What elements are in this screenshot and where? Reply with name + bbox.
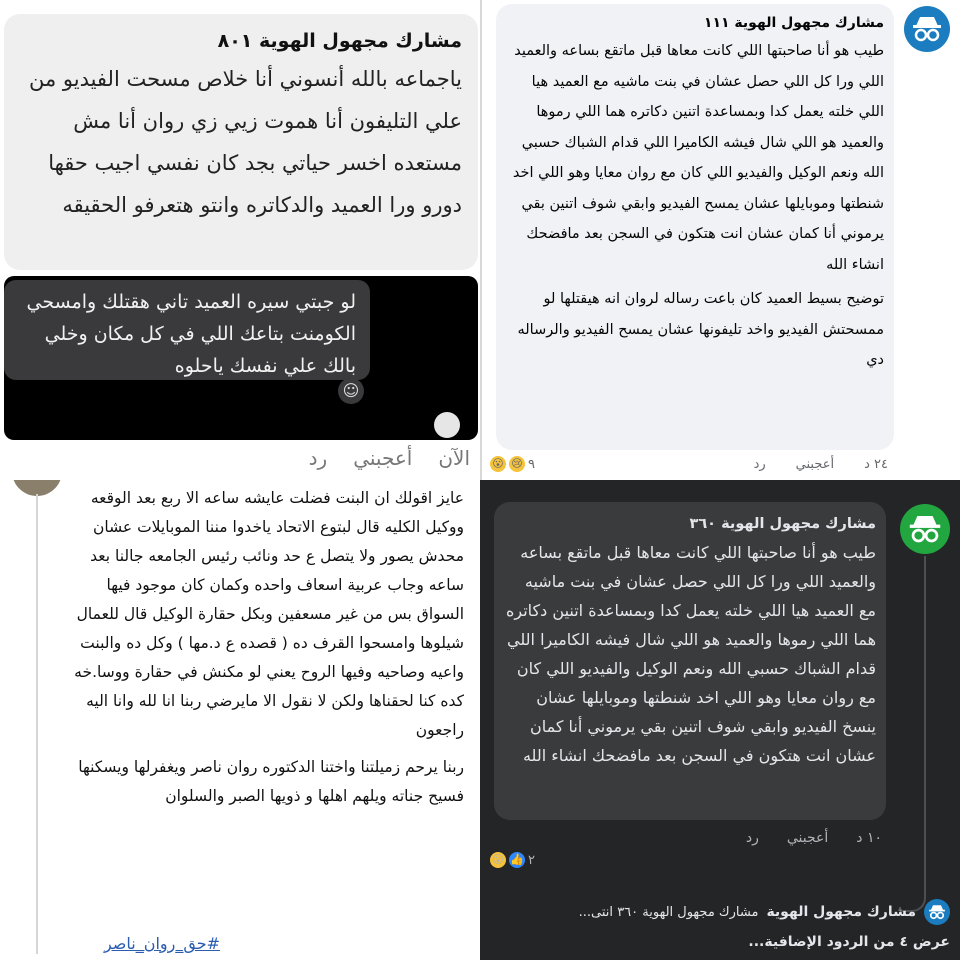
anonymous-avatar-icon[interactable] [904,6,950,52]
comment-paragraph: توضيح بسيط العميد كان باعت رساله لروان انه هيقتلها لو ممسحتش الفيديو واخد تليفونها عشان يمسح الفيديو والرساله دي [517,291,884,368]
sad-reaction-icon: 😢 [509,456,525,472]
wow-reaction-icon: 😮 [490,456,506,472]
reply-preview[interactable] [490,898,950,926]
anonymous-avatar-icon [924,899,950,925]
reply-button[interactable]: رد [753,457,766,472]
reaction-count: ٢ [528,852,535,868]
comment-author[interactable]: مشارك مجهول الهوية ٣٦٠ [689,516,876,532]
reply-button[interactable]: رد [308,446,328,470]
threat-message-bubble: لو جبتي سيره العميد تاني هقتلك وامسحي الكومنت بتاعك اللي في كل مكان وخلي بالك علي نفسك ياحلوه [4,280,370,380]
like-button[interactable]: أعجبني [353,446,413,470]
view-more-replies-link[interactable]: عرض ٤ من الردود الإضافية... [748,934,950,950]
hashtag-link[interactable]: #حق_روان_ناصر [103,934,220,953]
emoji-icon[interactable]: ☺ [338,378,364,404]
message-screenshot [4,276,478,440]
comment-actions [746,830,882,846]
reactions-summary[interactable] [490,456,535,472]
comment-text: طيب هو أنا صاحبتها اللي كانت معاها قبل ماتقع بساعه والعميد اللي ورا كل اللي حصل عشان في بنت ماشيه مع العميد هيا اللي خلته يعمل كدا وبمساعدة اتنين دكاتره هما اللي رموها والعميد هو اللي شال فيشه الكاميرا اللي قدام الشباك حسبي الله ونعم الوكيل والفيديو اللي كان مع روان معايا وهو اللي اخد شنطتها وموبايلها عشان ينسخ الفيديو وابقي شوف اتنين بقي يرموني أنا كمان عشان انت هتكون في السجن بعد مافضحك انشاء الله [506,543,876,765]
panel-bottom-right [480,480,960,960]
comment-bubble [496,4,894,450]
comment-author[interactable]: مشارك مجهول الهوية ١١١ [703,15,884,31]
panel-top-left [0,0,480,480]
like-reaction-icon: 👍 [510,853,524,866]
comment-actions [498,457,888,479]
reply-snippet: مشارك مجهول الهوية ٣٦٠ انتى... [578,904,759,920]
comment-author[interactable]: مشارك مجهول الهوية ٨٠١ [217,30,462,52]
thread-line [36,494,38,954]
reply-thread-line [900,556,926,912]
reply-author[interactable]: مشارك مجهول الهوية [766,904,916,920]
gallery-icon[interactable] [434,412,460,438]
reactions-summary[interactable] [490,852,535,868]
comment-text: ياجماعه بالله أنسوني أنا خلاص مسحت الفيديو من علي التليفون أنا هموت زيي زي روان أنا مش مستعده اخسر حياتي بجد كان نفسي اجيب حقها دورو ورا العميد والدكاتره وانتو هتعرفو الحقيقه [28,67,462,217]
comment-text [64,484,464,811]
comment-bubble [494,502,886,820]
panel-bottom-left [0,480,480,960]
reaction-count: ٩ [528,456,535,472]
comment-time: الآن [438,446,470,470]
anonymous-avatar-icon[interactable] [900,504,950,554]
comment-paragraph: ربنا يرحم زميلتنا واختنا الدكتوره روان ناصر ويغفرلها ويسكنها فسيح جناته ويلهم اهلها و ذويها الصبر والسلوان [78,758,464,805]
divider [480,0,482,480]
wow-reaction-icon: 😮 [490,852,506,868]
comment-time: ٢٤ د [864,457,888,472]
comment-bubble [4,14,478,270]
comment-paragraph: عايز اقولك ان البنت فضلت عايشه ساعه الا ربع بعد الوقعه ووكيل الكليه قال لبتوع الاتحاد ياخدوا مننا الموبايلات عشان محدش يصور ولا يتصل ع حد ونائب رئيس الجامعه جالنا بعد ساعه وجاب عربية اسعاف واحده وكمان كان موجود فيها السواق بس من غير مسعفين وبكل حقارة الوكيل قال للعمال شيلوها وامسحوا القرف ده ( قصده ع د.مها ) وكل ده والبنت واعيه وصاحيه وفيها الروح يعني لو مكنش في حقارة ووسا.خه كده كنا لحقناها ولكن لا نقول الا مايرضي ربنا انا لله وانا اليه راجعون [74,489,464,739]
comment-paragraph: طيب هو أنا صاحبتها اللي كانت معاها قبل ماتقع بساعه والعميد اللي ورا كل اللي حصل عشان في بنت ماشيه مع العميد هيا اللي خلته يعمل كدا وبمساعدة اتنين دكاتره هما اللي رموها والعميد هو اللي شال فيشه الكاميرا اللي قدام الشباك حسبي الله ونعم الوكيل والفيديو اللي كان مع روان معايا وهو اللي اخد شنطتها وموبايلها عشان يمسح الفيديو وابقي شوف اتنين بقي يرموني أنا كمان عشان انت هتكون في السجن بعد مافضحك انشاء الله [512,43,884,273]
reply-button[interactable]: رد [745,830,759,846]
like-button[interactable]: أعجبني [786,830,829,846]
panel-top-right [480,0,960,480]
comment-text [506,36,884,376]
comment-actions [290,446,470,476]
comment-time: ١٠ د [856,830,882,846]
like-button[interactable]: أعجبني [795,457,835,472]
